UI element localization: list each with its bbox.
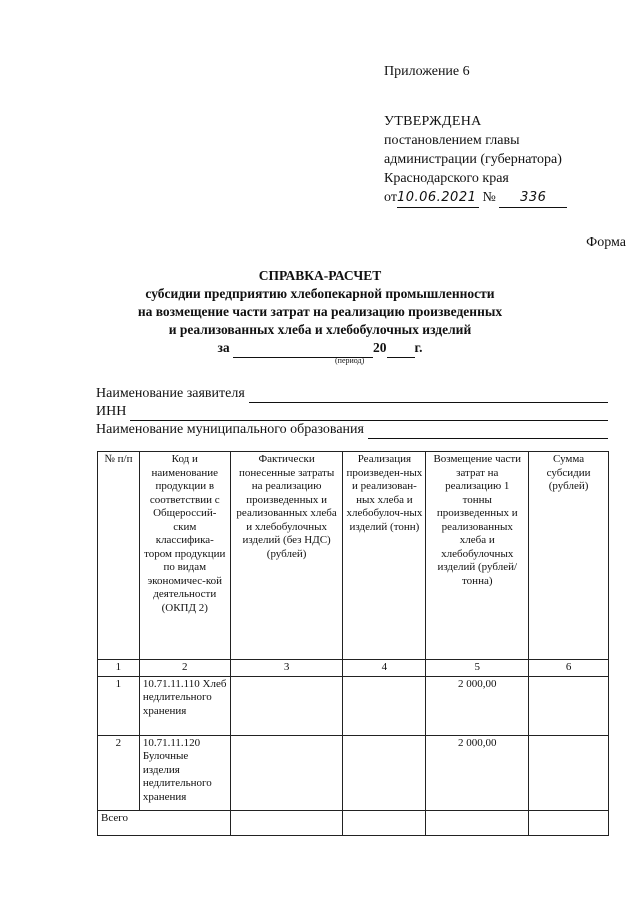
- year-blank: [387, 339, 415, 358]
- header-costs: Фактически понесенные затраты на реализацию произведенных и реализованных хлеба и хлебобулочных изделий (без НДС) (рублей): [230, 452, 343, 660]
- total-row: [98, 810, 609, 835]
- applicant-input-line[interactable]: [249, 389, 608, 403]
- applicant-fields: [96, 385, 608, 439]
- title-period-line: [0, 339, 640, 358]
- header-number: № п/п: [98, 452, 140, 660]
- approval-from: от: [384, 190, 397, 205]
- header-rate: Возмещение части затрат на реализацию 1 тонны произведенных и реализованных хлеба и хлебобулочных изделий (рублей/тонна): [426, 452, 529, 660]
- appendix-label: Приложение 6: [384, 64, 470, 79]
- approval-line-2: администрации (губернатора): [384, 152, 562, 167]
- approval-number-sign: №: [482, 190, 496, 205]
- title-line-1: СПРАВКА-РАСЧЕТ: [258, 268, 382, 283]
- row-code: 10.71.11.110 Хлеб недлительного хранения: [139, 676, 230, 735]
- header-sales: Реализация произведен-ных и реализован-ных хлеба и хлебобулоч-ных изделий (тонн): [343, 452, 426, 660]
- inn-label: ИНН: [96, 404, 127, 419]
- column-number-row: [98, 660, 609, 677]
- document-title: [0, 267, 640, 358]
- row-sum[interactable]: [529, 735, 609, 810]
- inn-field: [96, 403, 608, 421]
- col-number: 2: [139, 660, 230, 677]
- municipality-input-line[interactable]: [368, 425, 608, 439]
- row-rate: 2 000,00: [426, 735, 529, 810]
- approval-block: [384, 112, 567, 208]
- title-g: г.: [414, 340, 423, 355]
- approval-heading: УТВЕРЖДЕНА: [384, 114, 482, 129]
- row-sum[interactable]: [529, 676, 609, 735]
- calculation-table: [97, 451, 609, 836]
- approval-number: 336: [499, 188, 567, 208]
- title-line-3: на возмещение части затрат на реализацию произведенных: [137, 304, 503, 319]
- approval-line-3: Краснодарского края: [384, 171, 509, 186]
- inn-input-line[interactable]: [130, 407, 608, 421]
- row-number: 2: [98, 735, 140, 810]
- header-sum: Сумма субсидии (рублей): [529, 452, 609, 660]
- row-sales[interactable]: [343, 676, 426, 735]
- total-rate[interactable]: [426, 810, 529, 835]
- row-costs[interactable]: [230, 735, 343, 810]
- approval-date: 10.06.2021: [397, 188, 479, 208]
- col-number: 6: [529, 660, 609, 677]
- row-costs[interactable]: [230, 676, 343, 735]
- applicant-label: Наименование заявителя: [96, 386, 245, 401]
- municipality-label: Наименование муниципального образования: [96, 422, 364, 437]
- approval-date-line: [384, 188, 567, 208]
- total-sales[interactable]: [343, 810, 426, 835]
- title-line-2: субсидии предприятию хлебопекарной промышленности: [145, 286, 495, 301]
- row-code: 10.71.11.120 Булочные изделия недлительного хранения: [139, 735, 230, 810]
- total-sum[interactable]: [529, 810, 609, 835]
- title-year: 20: [373, 340, 387, 355]
- col-number: 1: [98, 660, 140, 677]
- total-costs[interactable]: [230, 810, 343, 835]
- table-row: [98, 735, 609, 810]
- title-line-4: и реализованных хлеба и хлебобулочных изделий: [168, 322, 472, 337]
- period-note: (период): [335, 356, 365, 365]
- municipality-field: [96, 421, 608, 439]
- applicant-field: [96, 385, 608, 403]
- col-number: 4: [343, 660, 426, 677]
- form-label: Форма: [586, 235, 626, 250]
- table-header-row: [98, 452, 609, 660]
- row-rate: 2 000,00: [426, 676, 529, 735]
- col-number: 3: [230, 660, 343, 677]
- total-label: Всего: [98, 810, 231, 835]
- table-row: [98, 676, 609, 735]
- row-sales[interactable]: [343, 735, 426, 810]
- row-number: 1: [98, 676, 140, 735]
- approval-line-1: постановлением главы: [384, 133, 520, 148]
- header-code: Код и наименование продукции в соответствии с Общероссий-ским классифика-тором продукции по видам экономичес-кой деятельности (ОКПД 2): [139, 452, 230, 660]
- col-number: 5: [426, 660, 529, 677]
- title-za: за: [217, 340, 230, 355]
